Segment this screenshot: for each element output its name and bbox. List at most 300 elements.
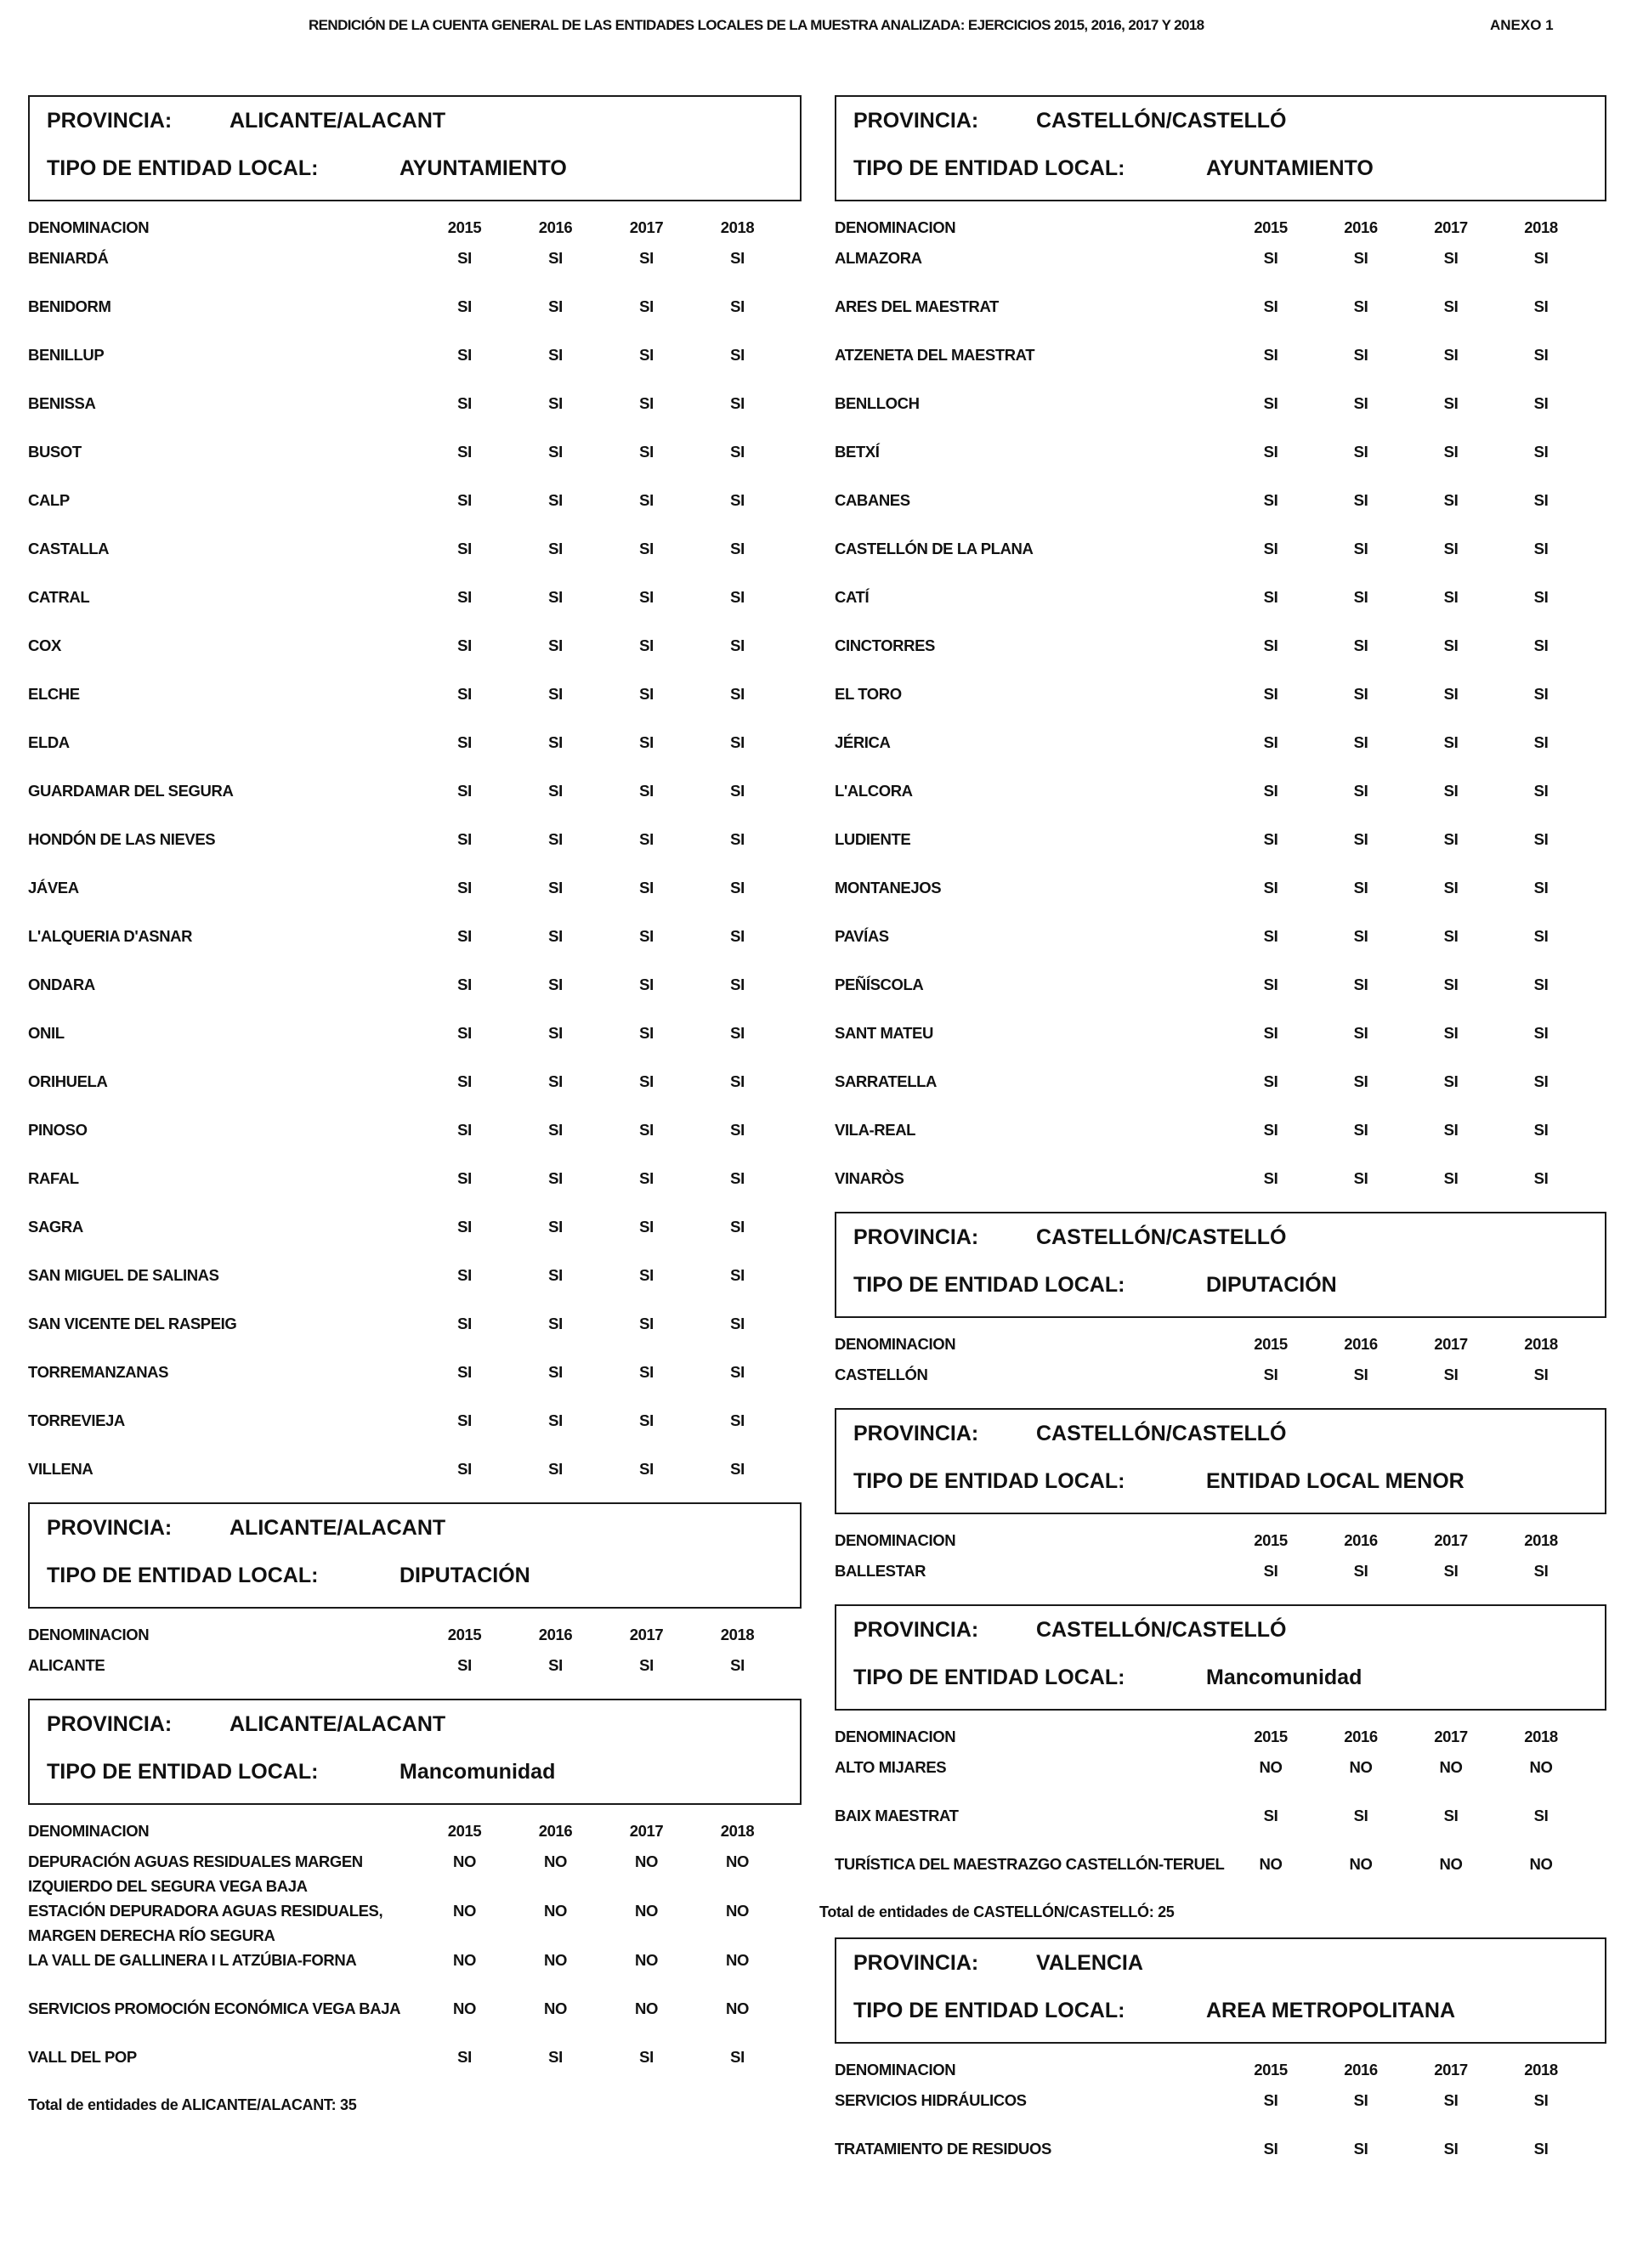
denominacion-header: DENOMINACION [835,1728,956,1745]
rendition-status: SI [548,346,563,364]
table-row [835,730,1606,778]
rendition-status: SI [1443,588,1459,606]
entity-type-value: AREA METROPOLITANA [1206,1999,1456,2022]
rendition-status: SI [548,1218,563,1236]
table-row [28,1311,802,1360]
rendition-status: SI [1443,927,1459,945]
province-value: CASTELLÓN/CASTELLÓ [1036,109,1287,133]
rendition-status: SI [457,830,472,848]
entity-name: L'ALCORA [835,782,913,800]
entity-name: DEPURACIÓN AGUAS RESIDUALES MARGEN IZQUIERDO DEL SEGURA VEGA BAJA [28,1852,363,1895]
entity-name: ONIL [28,1024,65,1042]
table-row [28,827,802,875]
rendition-status: SI [730,1460,745,1478]
rendition-status: SI [457,588,472,606]
rendition-status: SI [1533,1169,1549,1187]
rendition-status: SI [1353,1366,1368,1383]
rendition-status: SI [1443,346,1459,364]
table-row [835,1558,1606,1607]
entity-name: TURÍSTICA DEL MAESTRAZGO CASTELLÓN-TERUEL [835,1855,1225,1873]
rendition-status: NO [635,1951,658,1969]
rendition-status: SI [548,443,563,461]
entity-name: CASTELLÓN [835,1366,928,1383]
rendition-status: SI [1263,636,1278,654]
rendition-status: SI [1353,1807,1368,1824]
rendition-status: SI [1533,443,1549,461]
rendition-status: SI [1443,540,1459,557]
province-label: PROVINCIA: [47,109,173,133]
rendition-status: SI [639,1218,654,1236]
rendition-status: SI [548,830,563,848]
rendition-status: NO [635,1852,658,1870]
rendition-status: SI [730,588,745,606]
rendition-status: SI [1263,249,1278,267]
entity-type-value: DIPUTACIÓN [1206,1273,1337,1297]
entity-type-label: TIPO DE ENTIDAD LOCAL: [853,1999,1125,2022]
province-value: CASTELLÓN/CASTELLÓ [1036,1225,1287,1249]
rendition-status: SI [457,879,472,896]
entity-name: ALTO MIJARES [835,1758,947,1776]
table-row [28,2045,802,2093]
table-header [835,1318,1606,1362]
rendition-status: NO [635,1999,658,2017]
table-row [835,2088,1606,2136]
year-header: 2016 [1344,1531,1378,1549]
rendition-status: SI [1533,927,1549,945]
rendition-status: NO [453,1951,476,1969]
rendition-status: SI [1263,1024,1278,1042]
rendition-status: SI [1353,1072,1368,1090]
rendition-status: SI [1443,1121,1459,1139]
denominacion-header: DENOMINACION [835,1335,956,1353]
rendition-status: SI [1263,443,1278,461]
entity-name: BETXÍ [835,443,880,461]
denominacion-header: DENOMINACION [835,1531,956,1549]
rendition-status: SI [1263,491,1278,509]
rendition-status: NO [1439,1855,1463,1873]
entity-name: JÉRICA [835,733,891,751]
rendition-status: SI [1263,1072,1278,1090]
year-header: 2018 [1524,218,1558,236]
rendition-status: SI [1443,685,1459,703]
rendition-status: SI [730,636,745,654]
rendition-status: SI [1533,346,1549,364]
province-row [853,1225,1286,1250]
year-header: 2015 [1254,1335,1288,1353]
rendition-status: SI [1533,782,1549,800]
rendition-status: SI [639,733,654,751]
entity-type-label: TIPO DE ENTIDAD LOCAL: [853,156,1125,180]
table-row [835,585,1606,633]
rendition-status: SI [730,491,745,509]
entity-type-value: Mancomunidad [1206,1666,1363,1689]
rendition-status: SI [639,491,654,509]
rendition-status: SI [730,394,745,412]
rendition-status: SI [639,1024,654,1042]
table-row [835,972,1606,1021]
entity-name: BENIARDÁ [28,249,109,267]
rendition-status: SI [730,1315,745,1332]
rendition-status: SI [548,1169,563,1187]
rendition-status: NO [453,1902,476,1920]
table-row [835,1021,1606,1069]
rendition-status: SI [548,976,563,993]
entity-name: MONTANEJOS [835,879,942,896]
province-row [853,1951,1143,1976]
rendition-status: SI [639,1315,654,1332]
rendition-status: SI [730,2048,745,2066]
entity-name: ELDA [28,733,70,751]
rendition-status: SI [730,346,745,364]
province-label: PROVINCIA: [47,1516,173,1540]
rendition-status: SI [1263,1807,1278,1824]
rendition-status: SI [639,1411,654,1429]
rendition-status: SI [548,2048,563,2066]
year-header: 2015 [447,1822,482,1840]
rendition-status: SI [1443,782,1459,800]
rendition-status: SI [457,927,472,945]
entity-name: ELCHE [28,685,80,703]
entity-name: SAGRA [28,1218,83,1236]
table-header [835,1514,1606,1558]
rendition-status: SI [1353,636,1368,654]
table-row [28,536,802,585]
table-row [835,682,1606,730]
rendition-status: SI [1443,2140,1459,2158]
annex-label: ANEXO 1 [1490,17,1554,33]
rendition-status: SI [1443,1366,1459,1383]
entity-name: BENIDORM [28,297,111,315]
rendition-status: SI [1263,733,1278,751]
rendition-status: SI [1263,782,1278,800]
province-box [28,1699,802,1805]
rendition-status: SI [1353,2091,1368,2109]
table-row [28,1263,802,1311]
rendition-status: SI [1443,830,1459,848]
province-label: PROVINCIA: [47,1712,173,1736]
rendition-status: SI [1443,1807,1459,1824]
rendition-status: SI [548,1411,563,1429]
rendition-status: SI [730,685,745,703]
entity-name: TORREMANZANAS [28,1363,169,1381]
right-column [819,95,1606,2185]
rendition-status: SI [1263,540,1278,557]
rendition-status: SI [639,976,654,993]
rendition-status: SI [548,636,563,654]
rendition-status: SI [457,2048,472,2066]
rendition-status: SI [639,249,654,267]
rendition-status: SI [1353,249,1368,267]
rendition-status: SI [1353,879,1368,896]
rendition-status: SI [639,830,654,848]
document-title: RENDICIÓN DE LA CUENTA GENERAL DE LAS ENTIDADES LOCALES DE LA MUESTRA ANALIZADA: EJERCICIOS 2015, 2016, 2017 Y 2018 [309,17,1204,33]
rendition-status: NO [1349,1855,1373,1873]
rendition-status: SI [639,782,654,800]
entity-name: CATRAL [28,588,90,606]
rendition-status: SI [1353,443,1368,461]
rendition-status: NO [544,1902,567,1920]
rendition-status: SI [1353,1121,1368,1139]
entity-type-row [853,156,1374,181]
entity-type-label: TIPO DE ENTIDAD LOCAL: [853,1273,1125,1297]
entity-type-label: TIPO DE ENTIDAD LOCAL: [47,156,319,180]
year-header: 2018 [720,1822,755,1840]
entity-type-row [47,156,567,181]
table-row [835,633,1606,682]
table-row [835,778,1606,827]
table-row [28,1456,802,1505]
rendition-status: SI [1353,394,1368,412]
rendition-status: SI [457,1411,472,1429]
table-row [28,924,802,972]
year-header: 2016 [538,1822,573,1840]
entity-name: SAN VICENTE DEL RASPEIG [28,1315,237,1332]
year-header: 2015 [1254,1531,1288,1549]
rendition-status: SI [1443,394,1459,412]
rendition-status: SI [1533,830,1549,848]
rendition-status: SI [639,1656,654,1674]
rendition-status: SI [457,346,472,364]
denominacion-header: DENOMINACION [28,1626,150,1643]
rendition-status: NO [453,1999,476,2017]
rendition-status: SI [1263,1366,1278,1383]
rendition-status: SI [548,297,563,315]
rendition-status: SI [730,249,745,267]
year-header: 2017 [629,1822,664,1840]
table-header [28,1609,802,1653]
rendition-status: SI [548,249,563,267]
entity-name: EL TORO [835,685,902,703]
rendition-status: SI [639,346,654,364]
entity-type-label: TIPO DE ENTIDAD LOCAL: [47,1760,319,1784]
rendition-status: SI [1533,491,1549,509]
rendition-status: SI [639,394,654,412]
province-label: PROVINCIA: [853,1422,979,1445]
province-value: VALENCIA [1036,1951,1143,1975]
rendition-status: SI [1443,297,1459,315]
rendition-status: SI [639,636,654,654]
entity-name: ALICANTE [28,1656,105,1674]
rendition-status: SI [548,540,563,557]
table-row [28,1996,802,2045]
rendition-status: SI [1263,1169,1278,1187]
rendition-status: SI [457,1072,472,1090]
rendition-status: SI [1533,1121,1549,1139]
table-row [835,391,1606,439]
entity-name: JÁVEA [28,879,79,896]
entity-name: CABANES [835,491,910,509]
table-header [28,201,802,246]
entity-name: BUSOT [28,443,82,461]
rendition-status: SI [639,1072,654,1090]
entity-name: LA VALL DE GALLINERA I L ATZÚBIA-FORNA [28,1951,357,1969]
province-total: Total de entidades de CASTELLÓN/CASTELLÓ: 25 [819,1903,1175,1920]
rendition-status: SI [548,1315,563,1332]
entity-name: VILLENA [28,1460,93,1478]
rendition-status: SI [730,1121,745,1139]
rendition-status: SI [639,1460,654,1478]
year-header: 2015 [447,1626,482,1643]
rendition-status: SI [548,927,563,945]
rendition-status: SI [730,879,745,896]
table-row [28,1166,802,1214]
table-header [28,1805,802,1849]
entity-name: SARRATELLA [835,1072,938,1090]
table-row [835,439,1606,488]
table-row [28,778,802,827]
rendition-status: NO [726,1951,749,1969]
rendition-status: NO [1259,1855,1283,1873]
province-row [853,1422,1286,1446]
year-header: 2017 [1434,1335,1468,1353]
entity-name: TORREVIEJA [28,1411,125,1429]
year-header: 2016 [538,1626,573,1643]
rendition-status: SI [730,1169,745,1187]
entity-name: ARES DEL MAESTRAT [835,297,999,315]
year-header: 2016 [538,218,573,236]
year-header: 2017 [1434,1531,1468,1549]
entity-name: LUDIENTE [835,830,911,848]
rendition-status: SI [639,1363,654,1381]
entity-type-value: AYUNTAMIENTO [1206,156,1374,180]
province-box [835,1604,1606,1711]
rendition-status: SI [1533,1562,1549,1580]
province-box [28,95,802,201]
rendition-status: SI [457,249,472,267]
province-row [47,1516,445,1541]
entity-type-value: DIPUTACIÓN [399,1564,530,1587]
rendition-status: NO [544,1999,567,2017]
rendition-status: SI [548,1266,563,1284]
province-label: PROVINCIA: [853,109,979,133]
rendition-status: SI [730,1363,745,1381]
rendition-status: SI [548,733,563,751]
year-header: 2017 [1434,218,1468,236]
rendition-status: SI [639,540,654,557]
rendition-status: SI [457,1024,472,1042]
table-row [835,294,1606,342]
rendition-status: SI [1353,830,1368,848]
table-row [28,1849,802,1898]
year-header: 2018 [1524,2061,1558,2079]
table-row [835,2136,1606,2185]
rendition-status: SI [1533,1072,1549,1090]
rendition-status: SI [1353,976,1368,993]
table-row [28,294,802,342]
entity-name: SANT MATEU [835,1024,933,1042]
entity-name: BENILLUP [28,346,105,364]
rendition-status: SI [730,1411,745,1429]
table-row [835,1803,1606,1852]
table-row [28,682,802,730]
table-row [835,1166,1606,1214]
rendition-status: SI [1533,879,1549,896]
rendition-status: NO [1349,1758,1373,1776]
province-box [835,1937,1606,2044]
denominacion-header: DENOMINACION [835,2061,956,2079]
entity-name: BENLLOCH [835,394,920,412]
rendition-status: SI [1533,685,1549,703]
rendition-status: SI [1263,2140,1278,2158]
rendition-status: SI [1443,1562,1459,1580]
province-value: CASTELLÓN/CASTELLÓ [1036,1618,1287,1642]
entity-name: SAN MIGUEL DE SALINAS [28,1266,219,1284]
rendition-status: SI [1263,2091,1278,2109]
rendition-status: SI [1353,1169,1368,1187]
table-header [835,2044,1606,2088]
entity-type-value: AYUNTAMIENTO [399,156,567,180]
rendition-status: SI [548,1072,563,1090]
table-row [28,1408,802,1456]
year-header: 2018 [720,1626,755,1643]
table-header [835,1711,1606,1755]
entity-type-row [853,1666,1362,1690]
rendition-status: SI [1353,685,1368,703]
rendition-status: SI [1353,1024,1368,1042]
entity-type-row [853,1469,1465,1494]
denominacion-header: DENOMINACION [28,1822,150,1840]
entity-name: BALLESTAR [835,1562,926,1580]
rendition-status: SI [730,927,745,945]
rendition-status: SI [1263,588,1278,606]
rendition-status: SI [730,976,745,993]
rendition-status: SI [1353,733,1368,751]
year-header: 2016 [1344,218,1378,236]
table-row [835,1755,1606,1803]
entity-name: ESTACIÓN DEPURADORA AGUAS RESIDUALES, MARGEN DERECHA RÍO SEGURA [28,1902,383,1944]
entity-name: CINCTORRES [835,636,935,654]
rendition-status: SI [457,1460,472,1478]
year-header: 2018 [720,218,755,236]
rendition-status: SI [639,685,654,703]
rendition-status: SI [1353,2140,1368,2158]
rendition-status: NO [726,1852,749,1870]
rendition-status: SI [548,491,563,509]
province-row [47,109,445,133]
entity-name: TRATAMIENTO DE RESIDUOS [835,2140,1051,2158]
rendition-status: SI [1533,540,1549,557]
table-row [835,1117,1606,1166]
rendition-status: SI [639,927,654,945]
entity-name: BAIX MAESTRAT [835,1807,959,1824]
table-row [835,246,1606,294]
table-row [28,875,802,924]
entity-name: ATZENETA DEL MAESTRAT [835,346,1035,364]
year-header: 2018 [1524,1531,1558,1549]
province-value: ALICANTE/ALACANT [229,1516,446,1540]
entity-name: CASTALLA [28,540,110,557]
province-row [853,1618,1286,1643]
table-row [28,1214,802,1263]
rendition-status: NO [726,1999,749,2017]
province-box [835,1408,1606,1514]
rendition-status: SI [1533,1024,1549,1042]
rendition-status: SI [730,782,745,800]
year-header: 2017 [629,1626,664,1643]
table-row [835,875,1606,924]
year-header: 2018 [1524,1335,1558,1353]
year-header: 2016 [1344,1728,1378,1745]
rendition-status: NO [544,1951,567,1969]
entity-type-value: Mancomunidad [399,1760,556,1784]
rendition-status: SI [1533,1366,1549,1383]
rendition-status: SI [1443,1169,1459,1187]
table-row [28,1653,802,1701]
rendition-status: SI [457,394,472,412]
entity-name: VALL DEL POP [28,2048,137,2066]
entity-name: SERVICIOS PROMOCIÓN ECONÓMICA VEGA BAJA [28,1999,401,2017]
rendition-status: SI [1443,2091,1459,2109]
